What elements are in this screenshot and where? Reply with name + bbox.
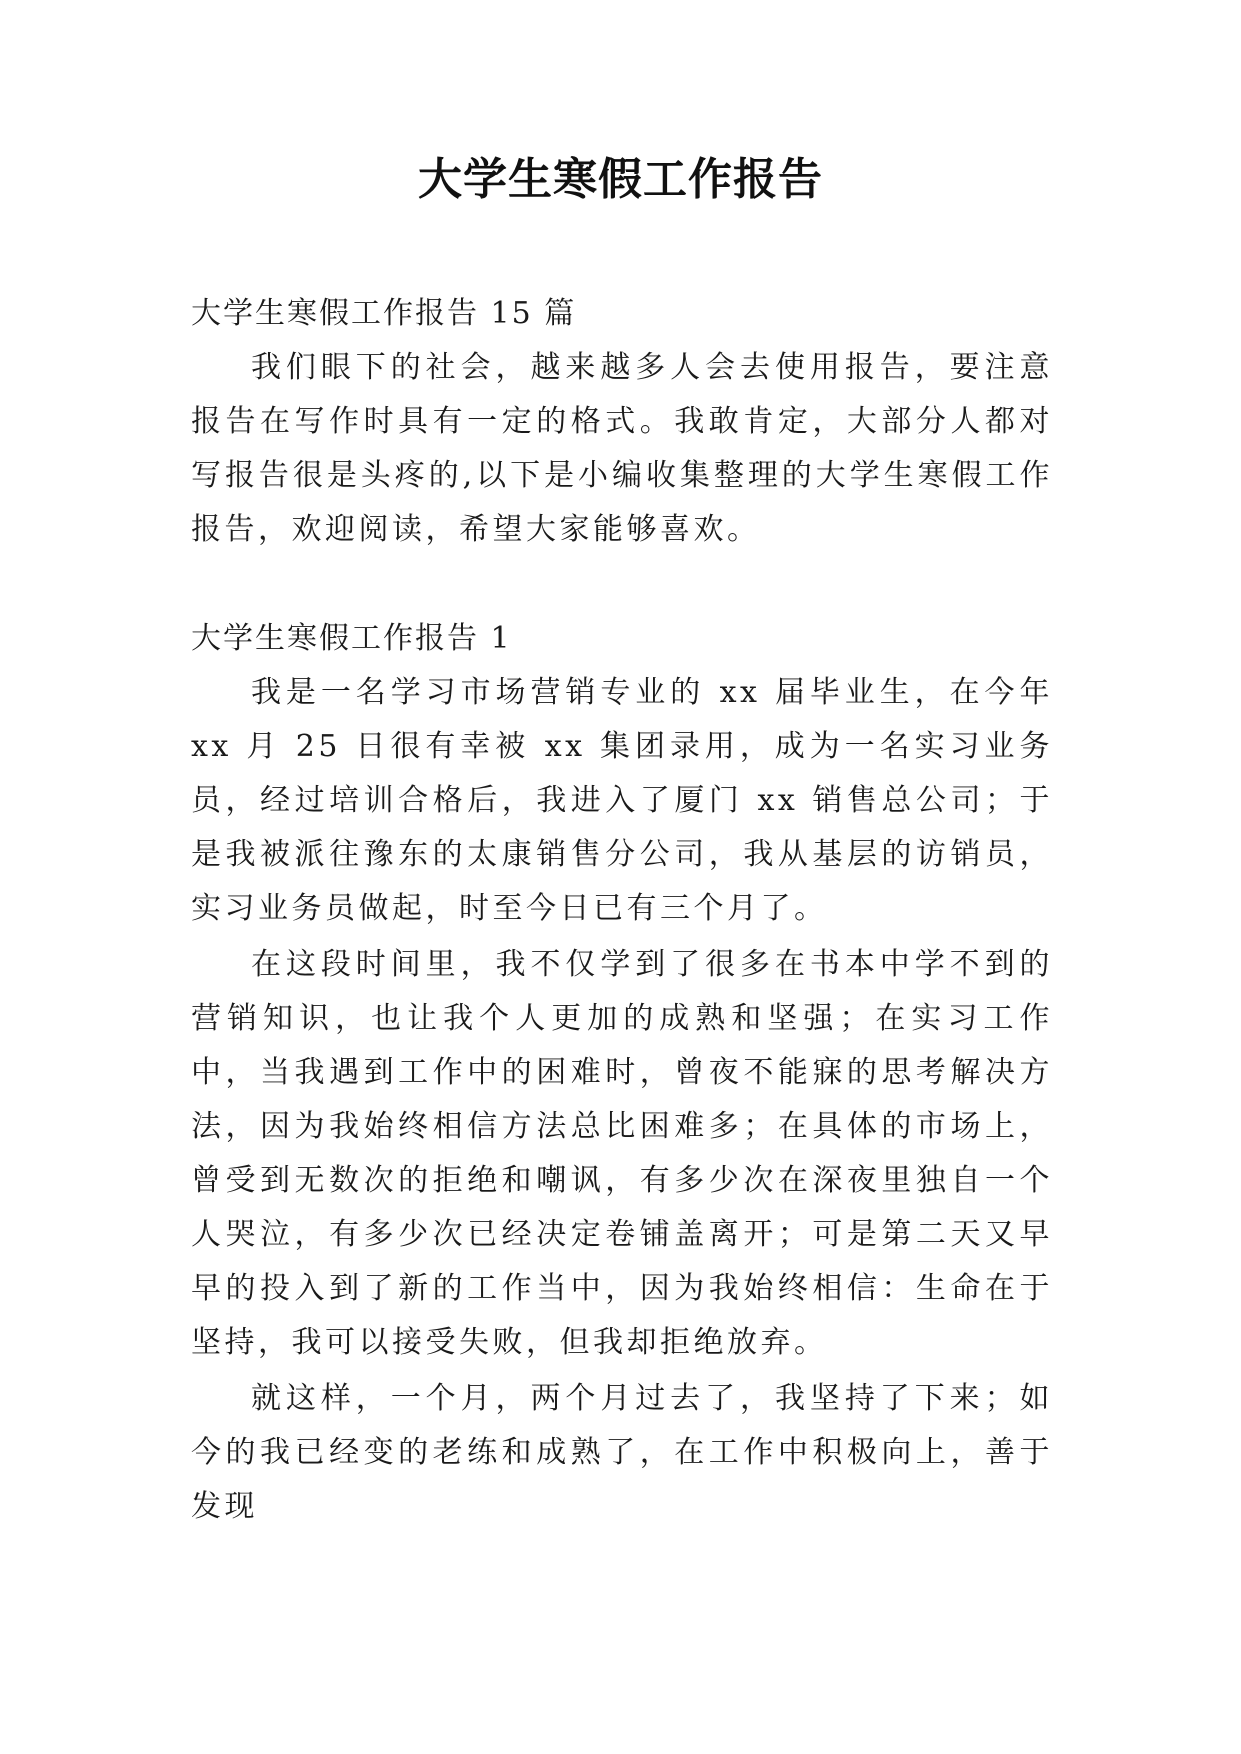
document-body bbox=[191, 287, 1053, 1534]
body-paragraph: 就这样，一个月，两个月过去了，我坚持了下来；如今的我已经变的老练和成熟了，在工作中积极向上，善于发现 bbox=[191, 1381, 1053, 1524]
body-paragraph: 我是一名学习市场营销专业的 xx 届毕业生，在今年 xx 月 25 日很有幸被 xx 集团录用，成为一名实习业务员，经过培训合格后，我进入了厦门 xx 销售总公司；于是我被派往豫东的太康销售分公司，我从基层的访销员，实习业务员做起，时至今日已有三个月了。 bbox=[191, 675, 1053, 926]
body-paragraph: 在这段时间里，我不仅学到了很多在书本中学不到的营销知识，也让我个人更加的成熟和坚强；在实习工作中，当我遇到工作中的困难时，曾夜不能寐的思考解决方法，因为我始终相信方法总比困难多；在具体的市场上，曾受到无数次的拒绝和嘲讽，有多少次在深夜里独自一个人哭泣，有多少次已经决定卷铺盖离开；可是第二天又早早的投入到了新的工作当中，因为我始终相信：生命在于坚持，我可以接受失败，但我却拒绝放弃。 bbox=[191, 947, 1053, 1360]
document-title: 大学生寒假工作报告 bbox=[418, 154, 823, 205]
section-spacer bbox=[191, 557, 1053, 612]
intro-paragraph: 我们眼下的社会，越来越多人会去使用报告，要注意报告在写作时具有一定的格式。我敢肯定，大部分人都对写报告很是头疼的,以下是小编收集整理的大学生寒假工作报告，欢迎阅读，希望大家能够喜欢。 bbox=[191, 350, 1053, 547]
intro-heading: 大学生寒假工作报告 15 篇 bbox=[191, 296, 577, 331]
section-heading: 大学生寒假工作报告 1 bbox=[191, 621, 512, 656]
